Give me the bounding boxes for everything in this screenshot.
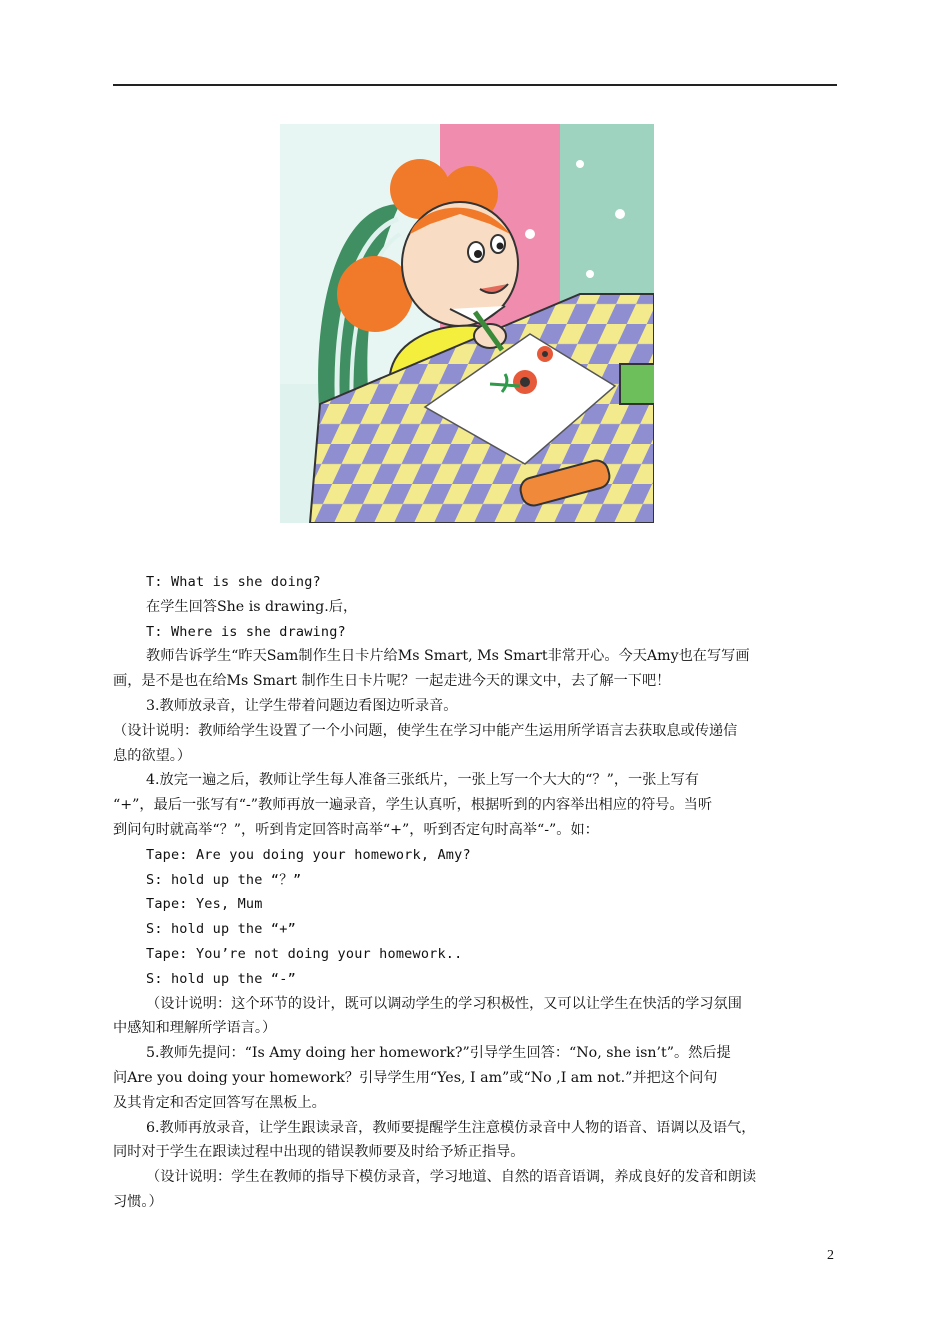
- text-line: “+”，最后一张写有“-”教师再放一遍录音，学生认真听，根据听到的内容举出相应的符号。当听: [113, 797, 713, 814]
- text-line: Tape: Yes, Mum: [146, 896, 263, 913]
- text-line: T: Where is she drawing?: [146, 623, 346, 640]
- text-line: 3.教师放录音，让学生带着问题边看图边听录音。: [146, 697, 458, 714]
- page-number: 2: [827, 1248, 834, 1263]
- document-body: [113, 570, 839, 1215]
- text-line: 问Are you doing your homework？引导学生用“Yes, I am”或“No ,I am not.”并把这个问句: [113, 1069, 718, 1086]
- text-line: （设计说明：教师给学生设置了一个小问题，使学生在学习中能产生运用所学语言去获取息或传递信: [113, 722, 738, 739]
- text-line: 习惯。）: [113, 1193, 163, 1210]
- text-line: 在学生回答She is drawing.后，: [146, 598, 358, 615]
- text-line: 到问句时就高举“？”，听到肯定回答时高举“+”，听到否定句时高举“-”。如：: [113, 821, 599, 838]
- text-line: Tape: Are you doing your homework, Amy?: [146, 846, 471, 863]
- text-line: S: hold up the “+”: [146, 921, 296, 938]
- text-line: 及其肯定和否定回答写在黑板上。: [113, 1094, 326, 1111]
- text-line: 同时对于学生在跟读过程中出现的错误教师要及时给予矫正指导。: [113, 1144, 525, 1161]
- header-rule: [113, 84, 837, 86]
- text-line: 5.教师先提问：“Is Amy doing her homework?”引导学生回答：“No, she isn’t”。然后提: [146, 1045, 731, 1062]
- text-line: S: hold up the “？”: [146, 871, 302, 888]
- text-line: 4.放完一遍之后，教师让学生每人准备三张纸片，一张上写一个大大的“？”，一张上写有: [146, 772, 699, 789]
- text-line: 息的欲望。）: [113, 747, 192, 764]
- text-line: S: hold up the “-”: [146, 970, 296, 987]
- text-line: T: What is she doing?: [146, 574, 321, 590]
- text-line: （设计说明：这个环节的设计，既可以调动学生的学习积极性，又可以让学生在快活的学习氛围: [146, 995, 742, 1012]
- text-line: 画，是不是也在给Ms Smart 制作生日卡片呢？一起走进今天的课文中，去了解一下吧！: [113, 673, 671, 690]
- text-line: （设计说明：学生在教师的指导下模仿录音，学习地道、自然的语音语调，养成良好的发音和朗读: [146, 1169, 757, 1186]
- text-line: 中感知和理解所学语言。）: [113, 1020, 277, 1037]
- text-line: 6.教师再放录音，让学生跟读录音，教师要提醒学生注意模仿录音中人物的语音、语调以及语气，: [146, 1119, 756, 1136]
- text-line: Tape: You’re not doing your homework..: [146, 945, 463, 962]
- girl-drawing-illustration: [280, 124, 654, 523]
- text-line: 教师告诉学生“昨天Sam制作生日卡片给Ms Smart, Ms Smart非常开心。今天Amy也在写写画: [146, 648, 750, 665]
